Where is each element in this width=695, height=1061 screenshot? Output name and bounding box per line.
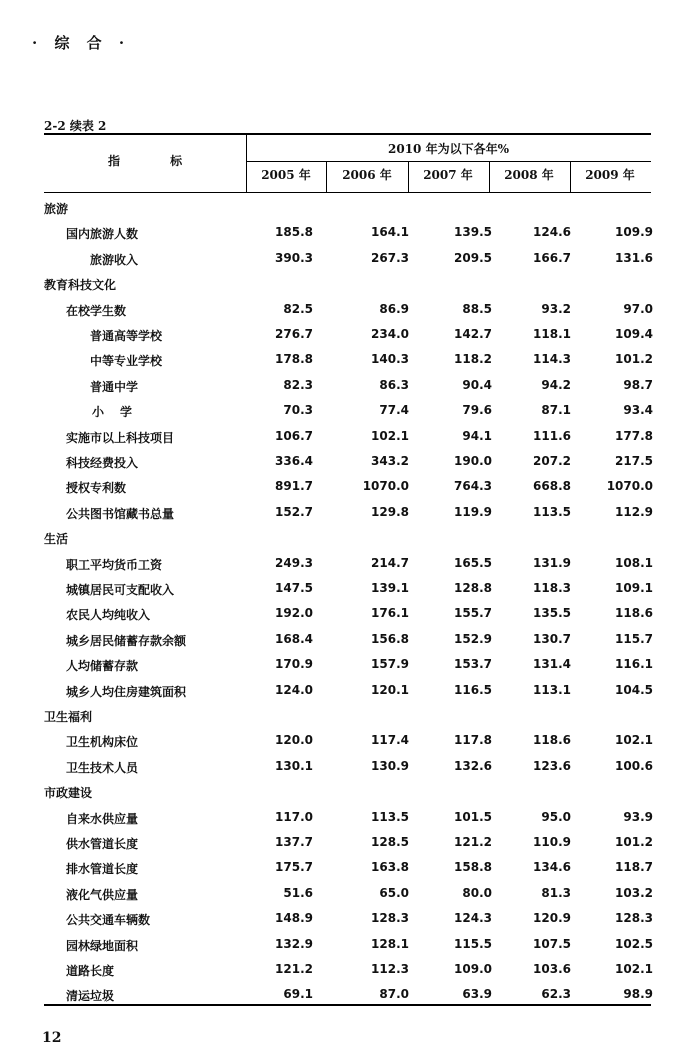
table-row (0, 653, 695, 678)
indicator-label: 人均储蓄存款 (66, 659, 139, 674)
indicator-label: 实施市以上科技项目 (66, 430, 175, 445)
table-row (0, 780, 695, 805)
value-cell: 128.3 (371, 911, 409, 926)
indicator-label: 卫生机构床位 (66, 735, 139, 750)
value-cell: 113.5 (533, 504, 571, 519)
indicator-label: 自来水供应量 (66, 811, 139, 826)
value-cell: 102.1 (615, 962, 653, 976)
value-cell: 109.0 (454, 962, 492, 976)
value-cell: 63.9 (462, 987, 492, 1002)
indicator-label: 科技经费投入 (66, 456, 139, 470)
indicator-label: 城镇居民可支配收入 (66, 583, 175, 597)
table-row (0, 298, 695, 323)
value-cell: 87.1 (541, 403, 571, 418)
table-row (0, 907, 695, 932)
table-row (0, 983, 695, 1008)
table-top-rule (44, 133, 651, 135)
value-cell: 170.9 (275, 657, 313, 672)
table-row (0, 196, 695, 221)
value-cell: 118.3 (533, 581, 571, 595)
value-cell: 94.2 (541, 377, 571, 392)
value-cell: 111.6 (533, 428, 571, 443)
category-label: 生活 (44, 532, 69, 547)
value-cell: 123.6 (533, 758, 571, 773)
value-cell: 82.5 (283, 301, 313, 316)
table-row (0, 526, 695, 551)
value-cell: 101.2 (615, 835, 653, 849)
indicator-label: 在校学生数 (66, 303, 127, 318)
value-cell: 93.9 (623, 809, 653, 824)
value-cell: 891.7 (275, 479, 313, 494)
value-cell: 118.2 (454, 352, 492, 367)
running-head: · 综 合 · (32, 34, 131, 52)
value-cell: 128.1 (371, 936, 409, 951)
value-cell: 102.5 (615, 936, 653, 951)
indicator-label: 园林绿地面积 (66, 938, 139, 953)
indicator-label: 职工平均货币工资 (66, 557, 163, 572)
value-cell: 217.5 (615, 454, 653, 468)
value-cell: 166.7 (533, 250, 571, 265)
value-cell: 209.5 (454, 250, 492, 265)
table-row (0, 882, 695, 907)
value-cell: 98.7 (623, 377, 653, 392)
value-cell: 112.3 (371, 962, 409, 976)
group-header-rule (246, 161, 651, 162)
value-cell: 121.2 (275, 962, 313, 976)
year-header-2005: 2005 年 (261, 168, 311, 182)
value-cell: 158.8 (454, 860, 492, 875)
value-cell: 117.8 (454, 733, 492, 748)
value-cell: 276.7 (275, 327, 313, 341)
value-cell: 131.9 (533, 555, 571, 570)
table-row (0, 475, 695, 500)
value-cell: 175.7 (275, 860, 313, 875)
value-cell: 142.7 (454, 327, 492, 341)
value-cell: 120.9 (533, 911, 571, 926)
value-cell: 80.0 (462, 885, 492, 900)
value-cell: 234.0 (371, 327, 409, 341)
table-row (0, 348, 695, 373)
table-row (0, 450, 695, 475)
value-cell: 103.2 (615, 885, 653, 900)
value-cell: 152.7 (275, 504, 313, 519)
group-header: 2010 年为以下各年% (388, 142, 509, 156)
value-cell: 87.0 (379, 987, 409, 1002)
table-row (0, 958, 695, 983)
value-cell: 115.5 (454, 936, 492, 951)
indicator-label: 城乡人均住房建筑面积 (66, 684, 187, 699)
value-cell: 100.6 (615, 758, 653, 773)
value-cell: 101.5 (454, 809, 492, 824)
value-cell: 124.0 (275, 682, 313, 697)
indicator-label: 公共交通车辆数 (66, 913, 151, 928)
value-cell: 157.9 (371, 657, 409, 672)
value-cell: 110.9 (533, 835, 571, 849)
indicator-label: 排水管道长度 (66, 862, 139, 877)
value-cell: 82.3 (283, 377, 313, 392)
value-cell: 118.1 (533, 327, 571, 341)
year-header-2009: 2009 年 (585, 168, 635, 182)
indicator-label: 中等专业学校 (90, 354, 163, 369)
value-cell: 101.2 (615, 352, 653, 367)
value-cell: 107.5 (533, 936, 571, 951)
table-row (0, 501, 695, 526)
value-cell: 115.7 (615, 631, 653, 646)
indicator-label: 国内旅游人数 (66, 227, 139, 242)
value-cell: 65.0 (379, 885, 409, 900)
table-row (0, 577, 695, 602)
table-row (0, 272, 695, 297)
table-row (0, 755, 695, 780)
value-cell: 77.4 (379, 403, 409, 418)
indicator-label: 清运垃圾 (66, 989, 115, 1004)
value-cell: 97.0 (623, 301, 653, 316)
value-cell: 102.1 (615, 733, 653, 748)
value-cell: 1070.0 (362, 479, 409, 494)
value-cell: 153.7 (454, 657, 492, 672)
table-id: 2-2 续表 2 (44, 119, 107, 133)
value-cell: 98.9 (623, 987, 653, 1002)
value-cell: 764.3 (454, 479, 492, 494)
value-cell: 177.8 (615, 428, 653, 443)
header-bottom-rule (44, 192, 651, 193)
table-row (0, 399, 695, 424)
value-cell: 62.3 (541, 987, 571, 1002)
value-cell: 131.4 (533, 657, 571, 672)
value-cell: 117.0 (275, 809, 313, 824)
category-label: 教育科技文化 (44, 278, 117, 293)
value-cell: 114.3 (533, 352, 571, 367)
value-cell: 168.4 (275, 631, 313, 646)
value-cell: 130.7 (533, 631, 571, 646)
value-cell: 140.3 (371, 352, 409, 367)
value-cell: 156.8 (371, 631, 409, 646)
value-cell: 148.9 (275, 911, 313, 926)
value-cell: 117.4 (371, 733, 409, 748)
value-cell: 343.2 (371, 454, 409, 468)
value-cell: 134.6 (533, 860, 571, 875)
table-row (0, 221, 695, 246)
value-cell: 118.6 (533, 733, 571, 748)
indicator-label: 供水管道长度 (66, 837, 139, 851)
value-cell: 120.1 (371, 682, 409, 697)
value-cell: 95.0 (541, 809, 571, 824)
table-row (0, 704, 695, 729)
value-cell: 128.8 (454, 581, 492, 595)
value-cell: 119.9 (454, 504, 492, 519)
value-cell: 668.8 (533, 479, 571, 494)
value-cell: 128.3 (615, 911, 653, 926)
value-cell: 131.6 (615, 250, 653, 265)
value-cell: 113.1 (533, 682, 571, 697)
value-cell: 155.7 (454, 606, 492, 621)
value-cell: 90.4 (462, 377, 492, 392)
value-cell: 128.5 (371, 835, 409, 849)
value-cell: 163.8 (371, 860, 409, 875)
indicator-label: 城乡居民储蓄存款余额 (66, 633, 187, 648)
table-row (0, 628, 695, 653)
value-cell: 1070.0 (606, 479, 653, 494)
value-cell: 118.6 (615, 606, 653, 621)
value-cell: 86.3 (379, 377, 409, 392)
table-row (0, 933, 695, 958)
value-cell: 176.1 (371, 606, 409, 621)
table-row (0, 856, 695, 881)
value-cell: 124.6 (533, 225, 571, 240)
value-cell: 106.7 (275, 428, 313, 443)
value-cell: 103.6 (533, 962, 571, 976)
value-cell: 130.1 (275, 758, 313, 773)
value-cell: 116.1 (615, 657, 653, 672)
indicator-label: 小学 (92, 405, 149, 420)
value-cell: 139.5 (454, 225, 492, 240)
value-cell: 390.3 (275, 250, 313, 265)
indicator-label: 卫生技术人员 (66, 760, 139, 775)
value-cell: 124.3 (454, 911, 492, 926)
year-header-2007: 2007 年 (423, 168, 473, 182)
indicator-label: 公共图书馆藏书总量 (66, 506, 175, 521)
table-row (0, 831, 695, 856)
indicator-label: 道路长度 (66, 964, 115, 978)
value-cell: 178.8 (275, 352, 313, 367)
value-cell: 113.5 (371, 809, 409, 824)
indicator-label: 旅游收入 (90, 252, 139, 267)
value-cell: 108.1 (615, 555, 653, 570)
value-cell: 109.4 (615, 327, 653, 341)
value-cell: 79.6 (462, 403, 492, 418)
value-cell: 129.8 (371, 504, 409, 519)
value-cell: 121.2 (454, 835, 492, 849)
value-cell: 152.9 (454, 631, 492, 646)
indicator-label: 农民人均纯收入 (66, 608, 151, 623)
value-cell: 132.6 (454, 758, 492, 773)
category-label: 市政建设 (44, 786, 93, 801)
value-cell: 139.1 (371, 581, 409, 595)
value-cell: 135.5 (533, 606, 571, 621)
value-cell: 116.5 (454, 682, 492, 697)
value-cell: 109.1 (615, 581, 653, 595)
value-cell: 109.9 (615, 225, 653, 240)
value-cell: 94.1 (462, 428, 492, 443)
indicator-label: 液化气供应量 (66, 887, 139, 902)
value-cell: 93.2 (541, 301, 571, 316)
value-cell: 120.0 (275, 733, 313, 748)
value-cell: 51.6 (283, 885, 313, 900)
value-cell: 112.9 (615, 504, 653, 519)
value-cell: 336.4 (275, 454, 313, 468)
value-cell: 70.3 (283, 403, 313, 418)
table-row (0, 729, 695, 754)
value-cell: 132.9 (275, 936, 313, 951)
category-label: 旅游 (44, 202, 69, 216)
year-header-2006: 2006 年 (342, 168, 392, 182)
page-number: 12 (42, 1030, 62, 1046)
value-cell: 214.7 (371, 555, 409, 570)
table-row (0, 806, 695, 831)
table-row (0, 374, 695, 399)
value-cell: 190.0 (454, 454, 492, 468)
value-cell: 118.7 (615, 860, 653, 875)
value-cell: 81.3 (541, 885, 571, 900)
category-label: 卫生福利 (44, 710, 93, 724)
table-row (0, 552, 695, 577)
value-cell: 102.1 (371, 428, 409, 443)
table-row (0, 679, 695, 704)
value-cell: 267.3 (371, 250, 409, 265)
value-cell: 207.2 (533, 454, 571, 468)
value-cell: 192.0 (275, 606, 313, 621)
value-cell: 86.9 (379, 301, 409, 316)
value-cell: 137.7 (275, 835, 313, 849)
table-row (0, 602, 695, 627)
value-cell: 165.5 (454, 555, 492, 570)
indicator-label: 授权专利数 (66, 481, 127, 496)
value-cell: 104.5 (615, 682, 653, 697)
table-row (0, 247, 695, 272)
table-row (0, 425, 695, 450)
value-cell: 249.3 (275, 555, 313, 570)
table-row (0, 323, 695, 348)
value-cell: 164.1 (371, 225, 409, 240)
value-cell: 93.4 (623, 403, 653, 418)
indicator-header: 指 标 (108, 154, 183, 168)
indicator-label: 普通中学 (90, 379, 139, 394)
year-header-2008: 2008 年 (504, 168, 554, 182)
value-cell: 185.8 (275, 225, 313, 240)
value-cell: 69.1 (283, 987, 313, 1002)
value-cell: 88.5 (462, 301, 492, 316)
value-cell: 147.5 (275, 581, 313, 595)
value-cell: 130.9 (371, 758, 409, 773)
indicator-label: 普通高等学校 (90, 329, 163, 343)
